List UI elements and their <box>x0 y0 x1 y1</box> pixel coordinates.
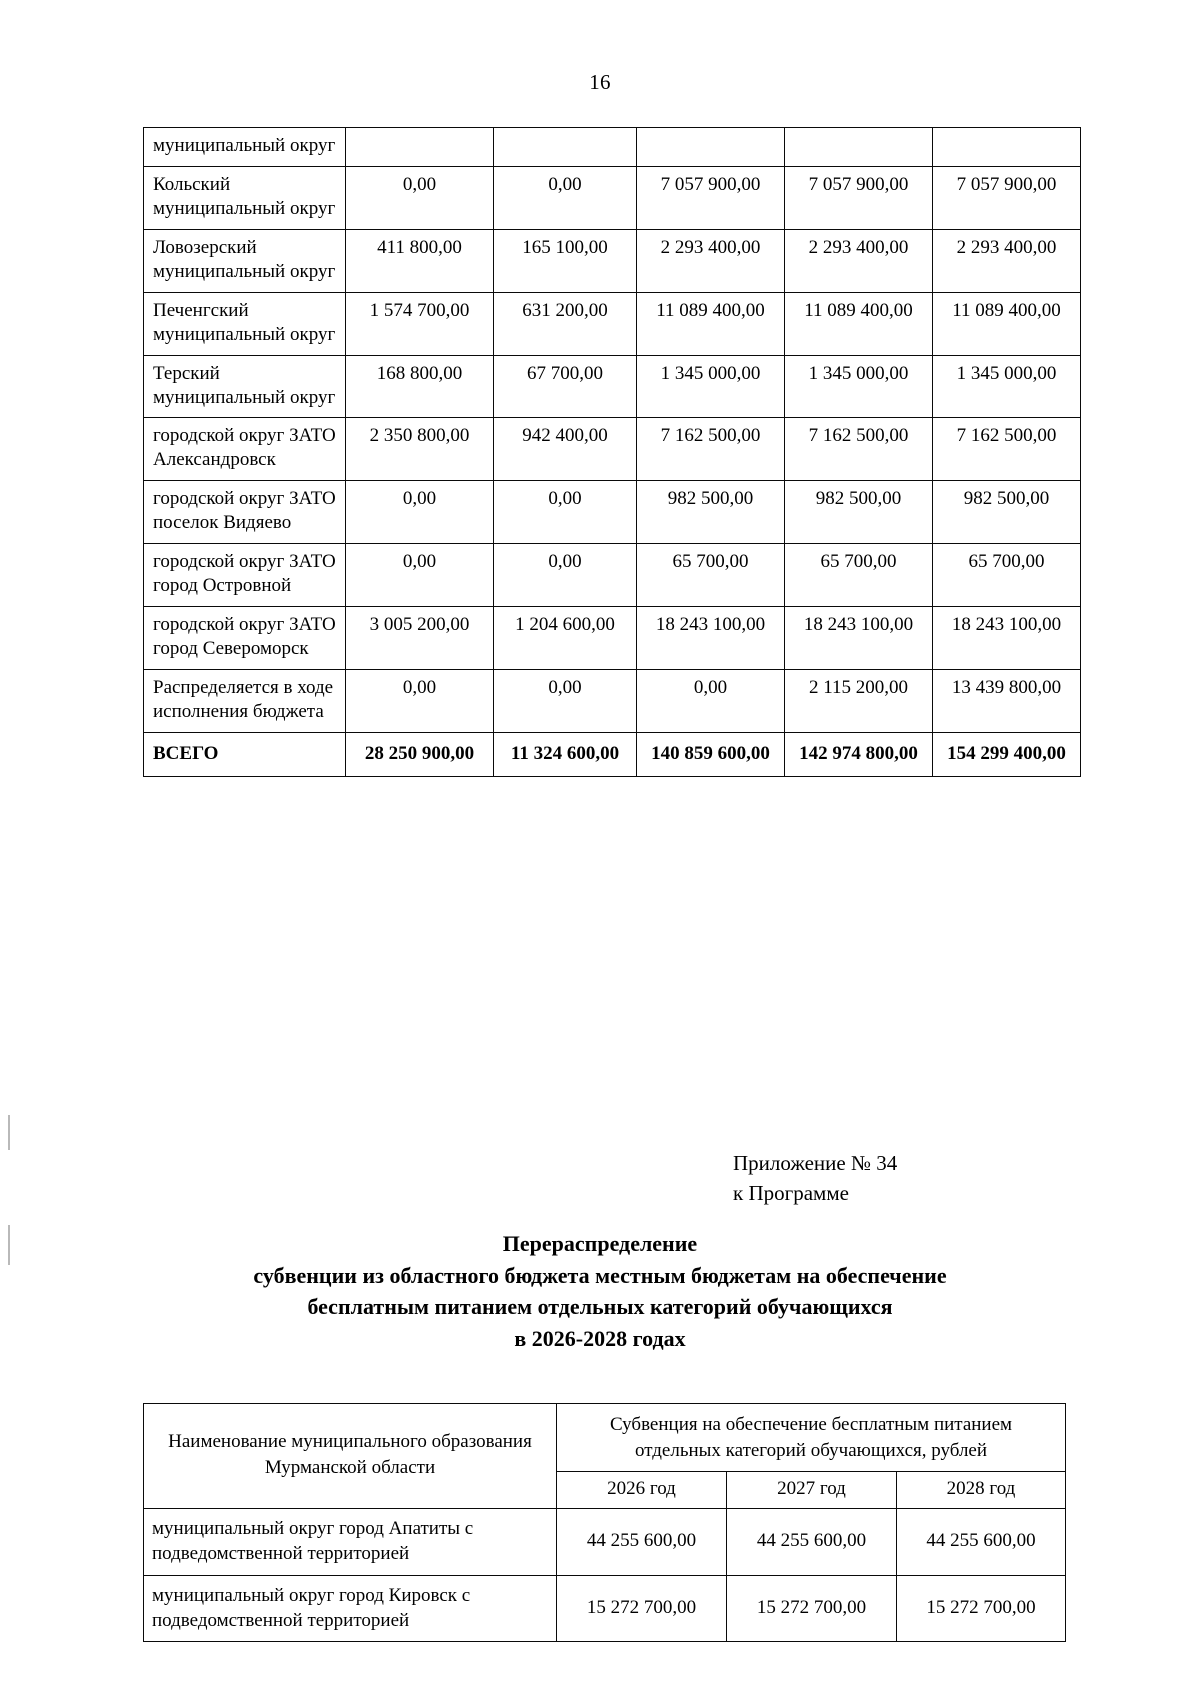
subvention-2026-2028-table-wrapper <box>143 1403 1065 1642</box>
row-value: 982 500,00 <box>933 481 1081 544</box>
row-value: 0,00 <box>346 544 494 607</box>
row-value: 18 243 100,00 <box>933 607 1081 670</box>
row-value: 140 859 600,00 <box>637 732 785 776</box>
row-name: Распределяется в ходе исполнения бюджета <box>144 669 346 732</box>
row-value: 631 200,00 <box>494 292 637 355</box>
row-name: городской округ ЗАТО поселок Видяево <box>144 481 346 544</box>
row-value: 7 162 500,00 <box>933 418 1081 481</box>
row-value: 28 250 900,00 <box>346 732 494 776</box>
row-value: 0,00 <box>346 481 494 544</box>
row-value: 411 800,00 <box>346 229 494 292</box>
column-header-year-2026: 2026 год <box>557 1472 727 1509</box>
column-header-subvention-group: Субвенция на обеспечение бесплатным питанием отдельных категорий обучающихся, рублей <box>557 1404 1066 1472</box>
table-row <box>144 1509 1066 1576</box>
row-value: 154 299 400,00 <box>933 732 1081 776</box>
table-row <box>144 669 1081 732</box>
column-header-municipality: Наименование муниципального образования Мурманской области <box>144 1404 557 1509</box>
row-name: городской округ ЗАТО Александровск <box>144 418 346 481</box>
row-value: 7 057 900,00 <box>933 166 1081 229</box>
row-value: 0,00 <box>494 481 637 544</box>
row-value: 165 100,00 <box>494 229 637 292</box>
row-name: Терский муниципальный округ <box>144 355 346 418</box>
row-value: 2 350 800,00 <box>346 418 494 481</box>
page-title <box>60 1228 1140 1355</box>
row-value: 11 089 400,00 <box>785 292 933 355</box>
row-name: муниципальный округ <box>144 128 346 167</box>
row-name: Ловозерский муниципальный округ <box>144 229 346 292</box>
column-header-year-2027: 2027 год <box>727 1472 897 1509</box>
row-value: 142 974 800,00 <box>785 732 933 776</box>
row-value: 168 800,00 <box>346 355 494 418</box>
title-line-4: в 2026-2028 годах <box>514 1326 686 1352</box>
row-value: 982 500,00 <box>785 481 933 544</box>
row-value <box>637 128 785 167</box>
row-value: 1 574 700,00 <box>346 292 494 355</box>
row-value <box>933 128 1081 167</box>
row-name: Печенгский муниципальный округ <box>144 292 346 355</box>
table-row <box>144 481 1081 544</box>
row-value: 2 293 400,00 <box>637 229 785 292</box>
row-value: 65 700,00 <box>785 544 933 607</box>
row-value: 11 089 400,00 <box>933 292 1081 355</box>
row-name: городской округ ЗАТО город Североморск <box>144 607 346 670</box>
table-row <box>144 128 1081 167</box>
row-value: 65 700,00 <box>637 544 785 607</box>
row-value: 1 345 000,00 <box>785 355 933 418</box>
row-value: 2 293 400,00 <box>933 229 1081 292</box>
table-header-row-group <box>144 1404 1066 1472</box>
row-value: 44 255 600,00 <box>897 1509 1066 1576</box>
column-header-year-2028: 2028 год <box>897 1472 1066 1509</box>
row-value <box>494 128 637 167</box>
row-value: 13 439 800,00 <box>933 669 1081 732</box>
row-value: 0,00 <box>494 166 637 229</box>
table-row <box>144 418 1081 481</box>
scan-margin-mark <box>8 1225 10 1265</box>
appendix-number: Приложение № 34 <box>733 1151 898 1175</box>
row-value: 7 162 500,00 <box>785 418 933 481</box>
row-value: 7 162 500,00 <box>637 418 785 481</box>
title-line-1: Перераспределение <box>502 1231 698 1256</box>
row-value: 942 400,00 <box>494 418 637 481</box>
row-value: 11 324 600,00 <box>494 732 637 776</box>
table-row <box>144 229 1081 292</box>
row-value: 0,00 <box>346 166 494 229</box>
title-line-2: субвенции из областного бюджета местным бюджетам на обеспечение <box>253 1262 947 1288</box>
row-value: 3 005 200,00 <box>346 607 494 670</box>
row-name: ВСЕГО <box>144 732 346 776</box>
row-value: 7 057 900,00 <box>637 166 785 229</box>
row-value: 1 204 600,00 <box>494 607 637 670</box>
row-value: 18 243 100,00 <box>637 607 785 670</box>
table-row <box>144 166 1081 229</box>
row-value: 0,00 <box>637 669 785 732</box>
row-name: муниципальный округ город Апатиты с подведомственной территорией <box>144 1509 557 1576</box>
row-value: 15 272 700,00 <box>727 1575 897 1642</box>
row-value: 7 057 900,00 <box>785 166 933 229</box>
continued-table-body <box>144 128 1081 777</box>
appendix-reference <box>733 1148 897 1209</box>
scan-margin-mark <box>8 1115 10 1150</box>
row-value: 65 700,00 <box>933 544 1081 607</box>
table-body <box>144 1509 1066 1642</box>
table-row <box>144 355 1081 418</box>
row-value: 2 115 200,00 <box>785 669 933 732</box>
row-value: 1 345 000,00 <box>637 355 785 418</box>
row-name: городской округ ЗАТО город Островной <box>144 544 346 607</box>
row-value: 15 272 700,00 <box>897 1575 1066 1642</box>
row-value: 44 255 600,00 <box>727 1509 897 1576</box>
row-value: 15 272 700,00 <box>557 1575 727 1642</box>
subvention-2026-2028-table <box>143 1403 1066 1642</box>
table-head <box>144 1404 1066 1509</box>
row-value: 2 293 400,00 <box>785 229 933 292</box>
table-row-total <box>144 732 1081 776</box>
row-value: 1 345 000,00 <box>933 355 1081 418</box>
row-value: 44 255 600,00 <box>557 1509 727 1576</box>
row-value: 67 700,00 <box>494 355 637 418</box>
table-row <box>144 607 1081 670</box>
continued-subvention-table-wrapper <box>143 127 1065 777</box>
row-value: 0,00 <box>494 669 637 732</box>
row-value: 11 089 400,00 <box>637 292 785 355</box>
row-value: 982 500,00 <box>637 481 785 544</box>
row-value: 0,00 <box>346 669 494 732</box>
page-number: 16 <box>589 70 611 94</box>
table-row <box>144 544 1081 607</box>
row-value <box>346 128 494 167</box>
row-value: 18 243 100,00 <box>785 607 933 670</box>
row-name: муниципальный округ город Кировск с подведомственной территорией <box>144 1575 557 1642</box>
continued-subvention-table <box>143 127 1081 777</box>
title-line-3: бесплатным питанием отдельных категорий обучающихся <box>307 1294 893 1320</box>
table-row <box>144 1575 1066 1642</box>
row-name: Кольский муниципальный округ <box>144 166 346 229</box>
table-row <box>144 292 1081 355</box>
appendix-target: к Программе <box>733 1181 849 1206</box>
row-value <box>785 128 933 167</box>
row-value: 0,00 <box>494 544 637 607</box>
